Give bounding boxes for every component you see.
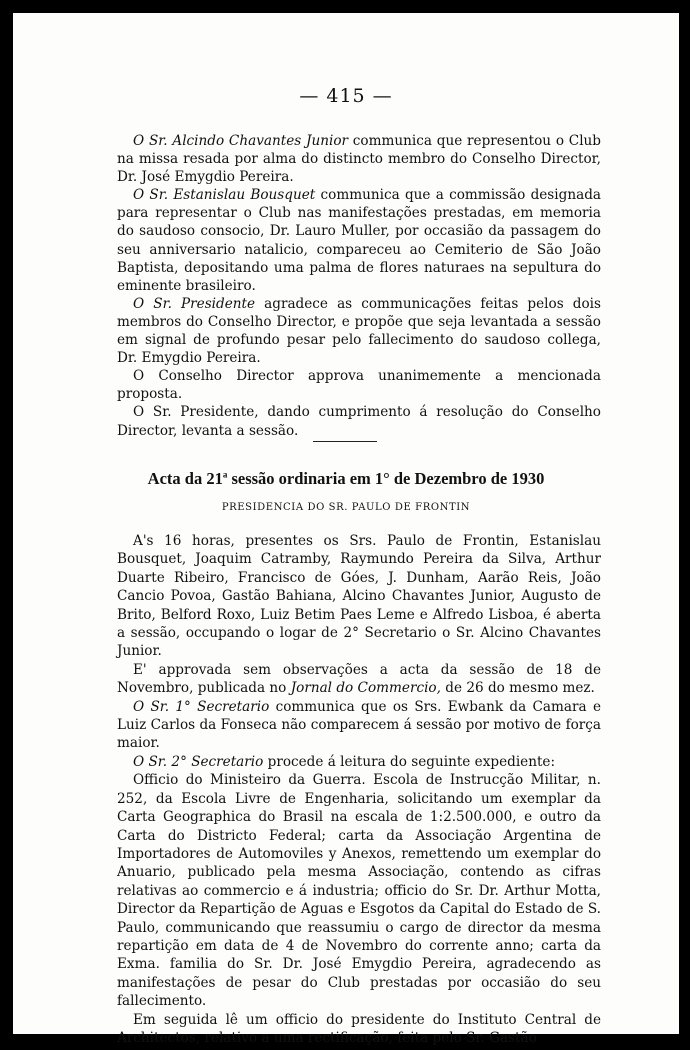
paragraph-text: communica que a commissão designada para representar o Club nas manifestações prestadas, em memoria do saudoso consocio, Dr. Lauro Muller, por occasião da passagem do seu anniversario natalicio, compareceu ao Cemiterio de São João Baptista, depositando uma palma de flores naturaes na sepultura do eminente brasileiro.	[117, 187, 602, 294]
paragraph-text: procede á leitura do seguinte expediente:	[263, 753, 556, 770]
paragraph: A's 16 horas, presentes os Srs. Paulo de Frontin, Estanislau Bousquet, Joaquim Catramby, Raymundo Pereira da Silva, Arthur Duarte Ribeiro, Francisco de Góes, J. Dunham, Aarão Reis, João Cancio Povoa, Gastão Bahiana, Alcino Chavantes Junior, Augusto de Brito, Belford Roxo, Luiz Betim Paes Leme e Alfredo Lisboa, é aberta a sessão, occupando o logar de 2° Secretario o Sr. Alcino Chavantes Junior.	[117, 533, 601, 660]
paragraph	[117, 295, 601, 367]
newspaper-name: Jornal do Commercio,	[290, 680, 441, 697]
paragraph	[117, 698, 601, 753]
speaker-name: O Sr. 1° Secretario	[133, 698, 270, 715]
speaker-name: O Sr. Estanislau Bousquet	[133, 187, 316, 204]
speaker-name: O Sr. Alcindo Chavantes Junior	[133, 133, 349, 149]
speaker-name: O Sr. 2° Secretario	[133, 753, 264, 770]
section-divider	[313, 441, 377, 442]
presidency-subheading: PRESIDENCIA DO SR. PAULO DE FRONTIN	[221, 502, 471, 513]
minutes-heading: Acta da 21$^a$ sessão ordinaria em 1° de Dezembro de 1930	[147, 469, 545, 488]
speaker-name: O Sr. Presidente	[133, 295, 256, 312]
paragraph: Em seguida lê um officio do presidente do Instituto Central de Architectos, relativo a uma rectificação, feita pelo Sr. Gastão	[117, 1011, 601, 1046]
paragraph-text: communica que os Srs. Ewbank da Camara e Luiz Carlos da Fonseca não comparecem á sessão por motivo de força maior.	[117, 698, 601, 752]
paragraph: Officio do Ministeiro da Guerra. Escola de Instrucção Militar, n. 252, da Escola Livre de Engenharia, solicitando um exemplar da Carta Geographica do Brasil na escala de 1:2.500.000, e outro da Carta do Districto Federal; carta da Associação Argentina de Importadores de Automoviles y Anexos, remettendo um exemplar do Anuario, publicado pela mesma Associação, contendo as cifras relativas ao commercio e á industria; officio do Sr. Dr. Arthur Motta, Director da Repartição de Aguas e Esgotos da Capital do Estado de S. Paulo, communicando que reassumiu o cargo de director da mesma repartição em data de 4 de Novembro do corrente anno; carta da Exma. familia do Sr. Dr. José Emygdio Pereira, agradecendo as manifestações de pesar do Club prestadas por occasião do seu fallecimento.	[117, 772, 601, 1010]
paragraph: O Sr. Presidente, dando cumprimento á resolução do Conselho Director, levanta a sessão.	[117, 404, 601, 439]
page-number: — 415 —	[299, 85, 393, 107]
document-page	[13, 13, 679, 1046]
paragraph: O Conselho Director approva unanimemente a mencionada proposta.	[117, 368, 601, 403]
paragraph	[117, 186, 601, 295]
paragraph	[117, 753, 601, 771]
paragraph	[117, 132, 601, 186]
paragraph: E' approvada sem observações a acta da sessão de 18 de Novembro, publicada no Jornal do Commercio, de 26 do mesmo mez.	[117, 661, 601, 697]
paragraph-text: communica que representou o Club na missa resada por alma do distincto membro do Conselho Director, Dr. José Emygdio Pereira.	[117, 133, 602, 186]
section-previous-minutes	[117, 132, 601, 440]
section-minutes-body	[117, 532, 601, 1047]
paragraph-text: agradece as communicações feitas pelos dois membros do Conselho Director, e propõe que seja levantada a sessão em signal de profundo pesar pelo fallecimento do saudoso collega, Dr. Emygdio Pereira.	[117, 295, 601, 367]
